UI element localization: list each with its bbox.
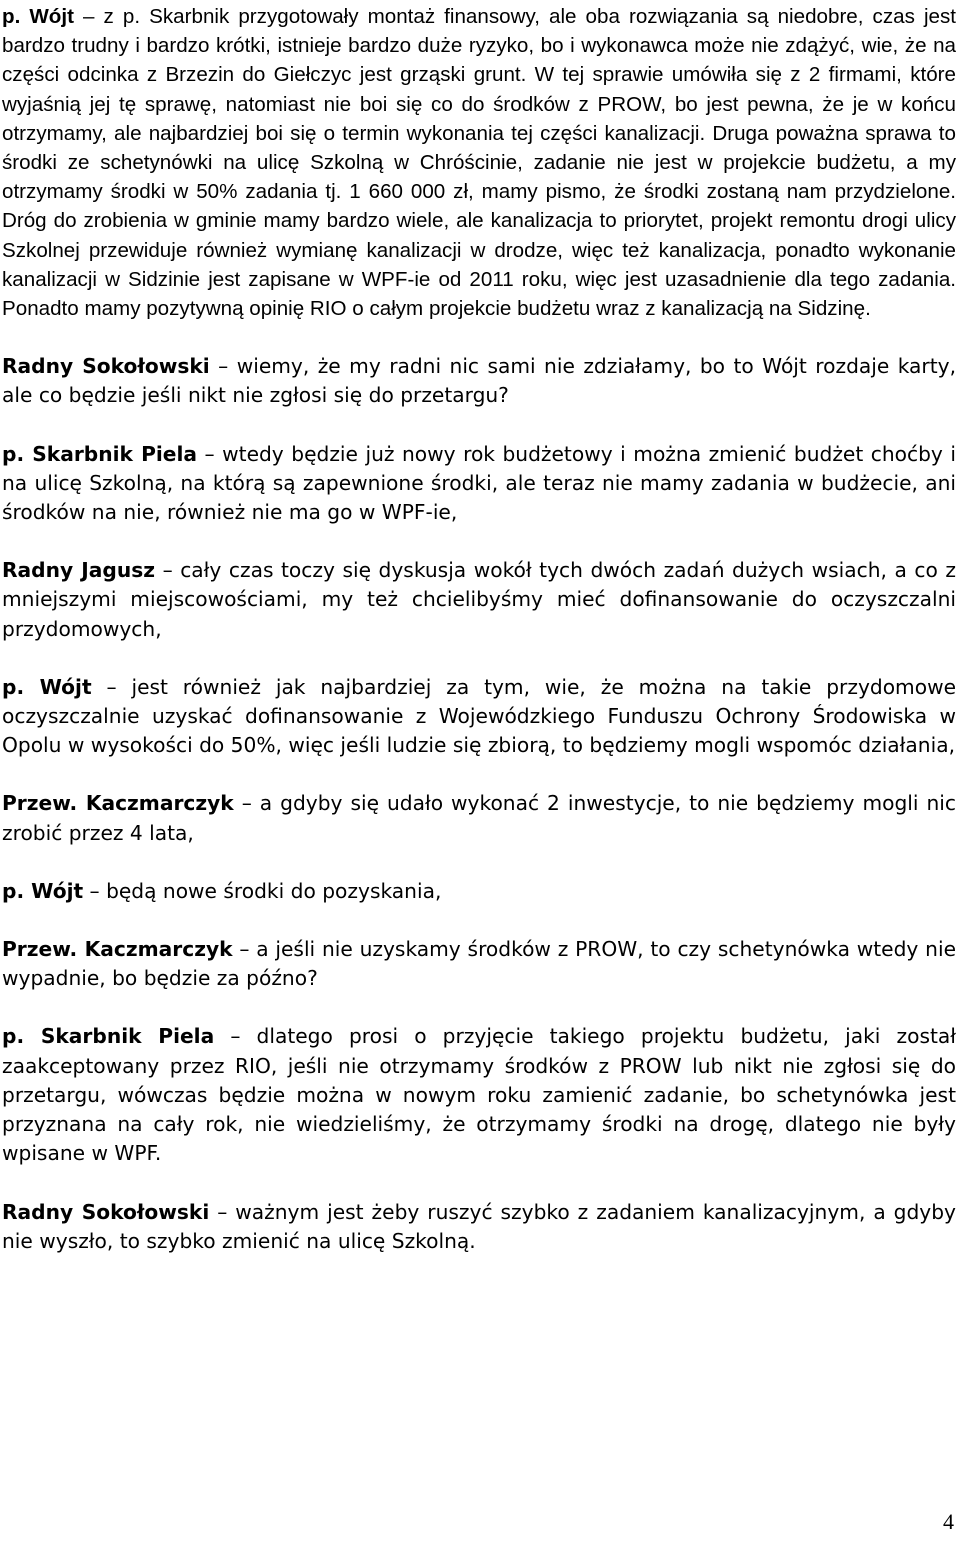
speaker-name: Przew. Kaczmarczyk [2,791,234,816]
paragraph-text: – jest również jak najbardziej za tym, wie, że można na takie przydomowe oczyszczalnie uzyskać dofinansowanie z Wojewódzkiego Funduszu Ochrony Środowiska w Opolu w wysokości do 50%, więc jeśli ludzie się zbiorą, to będziemy mogli wspomóc działania, [2,674,956,758]
paragraph-text: – dlatego prosi o przyjęcie takiego projektu budżetu, jaki został zaakceptowany przez RIO, jeśli nie otrzymamy środków z PROW lub nikt nie zgłosi się do przetargu, wówczas będzie można w nowym roku zamienić zadanie, bo schetynówka jest przyznana na cały rok, nie wiedzieliśmy, że otrzymamy środki na drogę, dlatego nie były wpisane w WPF. [2,1024,957,1166]
paragraph-text: – będą nowe środki do pozyskania, [83,878,442,903]
paragraph-wojt-1 [2,2,956,323]
speaker-name: p. Wójt [2,878,84,903]
page-number: 4 [943,1509,954,1534]
paragraph-wojt-3 [2,877,956,906]
speaker-name: p. Wójt [2,5,74,28]
paragraph-sokolowski-1 [2,352,956,410]
paragraph-wojt-2 [2,673,956,761]
speaker-name: Radny Sokołowski [2,354,210,379]
paragraph-skarbnik-2 [2,1022,956,1168]
speaker-name: p. Skarbnik Piela [2,1024,215,1049]
speaker-name: Radny Jagusz [2,558,156,583]
paragraph-text: – wtedy będzie już nowy rok budżetowy i można zmienić budżet choćby i na ulicę Szkolną, na którą są zapewnione środki, ale teraz nie mamy zadania w budżecie, ani środków na nie, również nie ma go w WPF-ie, [2,441,956,525]
paragraph-text: – a jeśli nie uzyskamy środków z PROW, to czy schetynówka wtedy nie wypadnie, bo będzie za późno? [2,937,956,991]
paragraph-kaczmarczyk-2 [2,935,956,993]
speaker-name: p. Wójt [2,674,92,699]
paragraph-kaczmarczyk-1 [2,789,956,847]
speaker-name: Radny Sokołowski [2,1199,210,1224]
paragraph-text: – a gdyby się udało wykonać 2 inwestycje, to nie będziemy mogli nic zrobić przez 4 lata, [2,791,956,845]
speaker-name: Przew. Kaczmarczyk [2,937,233,962]
paragraph-text: – z p. Skarbnik przygotowały montaż finansowy, ale oba rozwiązania są niedobre, czas jest bardzo trudny i bardzo krótki, istnieje bardzo duże ryzyko, bo i wykonawca może nie zdążyć, wie, że na części odcinka z Brzezin do Giełczyc jest grząski grunt. W tej sprawie umówiła się z 2 firmami, które wyjaśnią jej tę sprawę, natomiast nie boi się co do środków z PROW, bo jest pewna, że je w końcu otrzymamy, ale najbardziej boi się o termin wykonania tej części kanalizacji. Druga poważna sprawa to środki ze schetynówki na ulicę Szkolną w Chróścinie, zadanie nie jest w projekcie budżetu, a my otrzymamy środki w 50% zadania tj. 1 660 000 zł, mamy pismo, że środki zostaną nam przydzielone. Dróg do zrobienia w gminie mamy bardzo wiele, ale kanalizacja to priorytet, projekt remontu drogi ulicy Szkolnej przewiduje również wymianę kanalizacji w drodze, więc też kanalizacja, ponadto wykonanie kanalizacji w Sidzinie jest zapisane w WPF-ie od 2011 roku, więc jest uzasadnienie dla tego zadania. Ponadto mamy pozytywną opinię RIO o całym projekcie budżetu wraz z kanalizacją na Sidzinę. [2,5,956,321]
paragraph-text: – ważnym jest żeby ruszyć szybko z zadaniem kanalizacyjnym, a gdyby nie wyszło, to szybko zmienić na ulicę Szkolną. [2,1199,956,1253]
paragraph-skarbnik-1 [2,440,956,528]
paragraph-text: – cały czas toczy się dyskusja wokół tych dwóch zadań dużych wsiach, a co z mniejszymi miejscowościami, my też chcielibyśmy mieć dofinansowanie do oczyszczalni przydomowych, [2,558,956,641]
paragraph-sokolowski-2 [2,1198,956,1256]
speaker-name: p. Skarbnik Piela [2,441,198,466]
paragraph-jagusz [2,556,956,644]
paragraph-text: – wiemy, że my radni nic sami nie zdziałamy, bo to Wójt rozdaje karty, ale co będzie jeśli nikt nie zgłosi się do przetargu? [2,354,956,408]
